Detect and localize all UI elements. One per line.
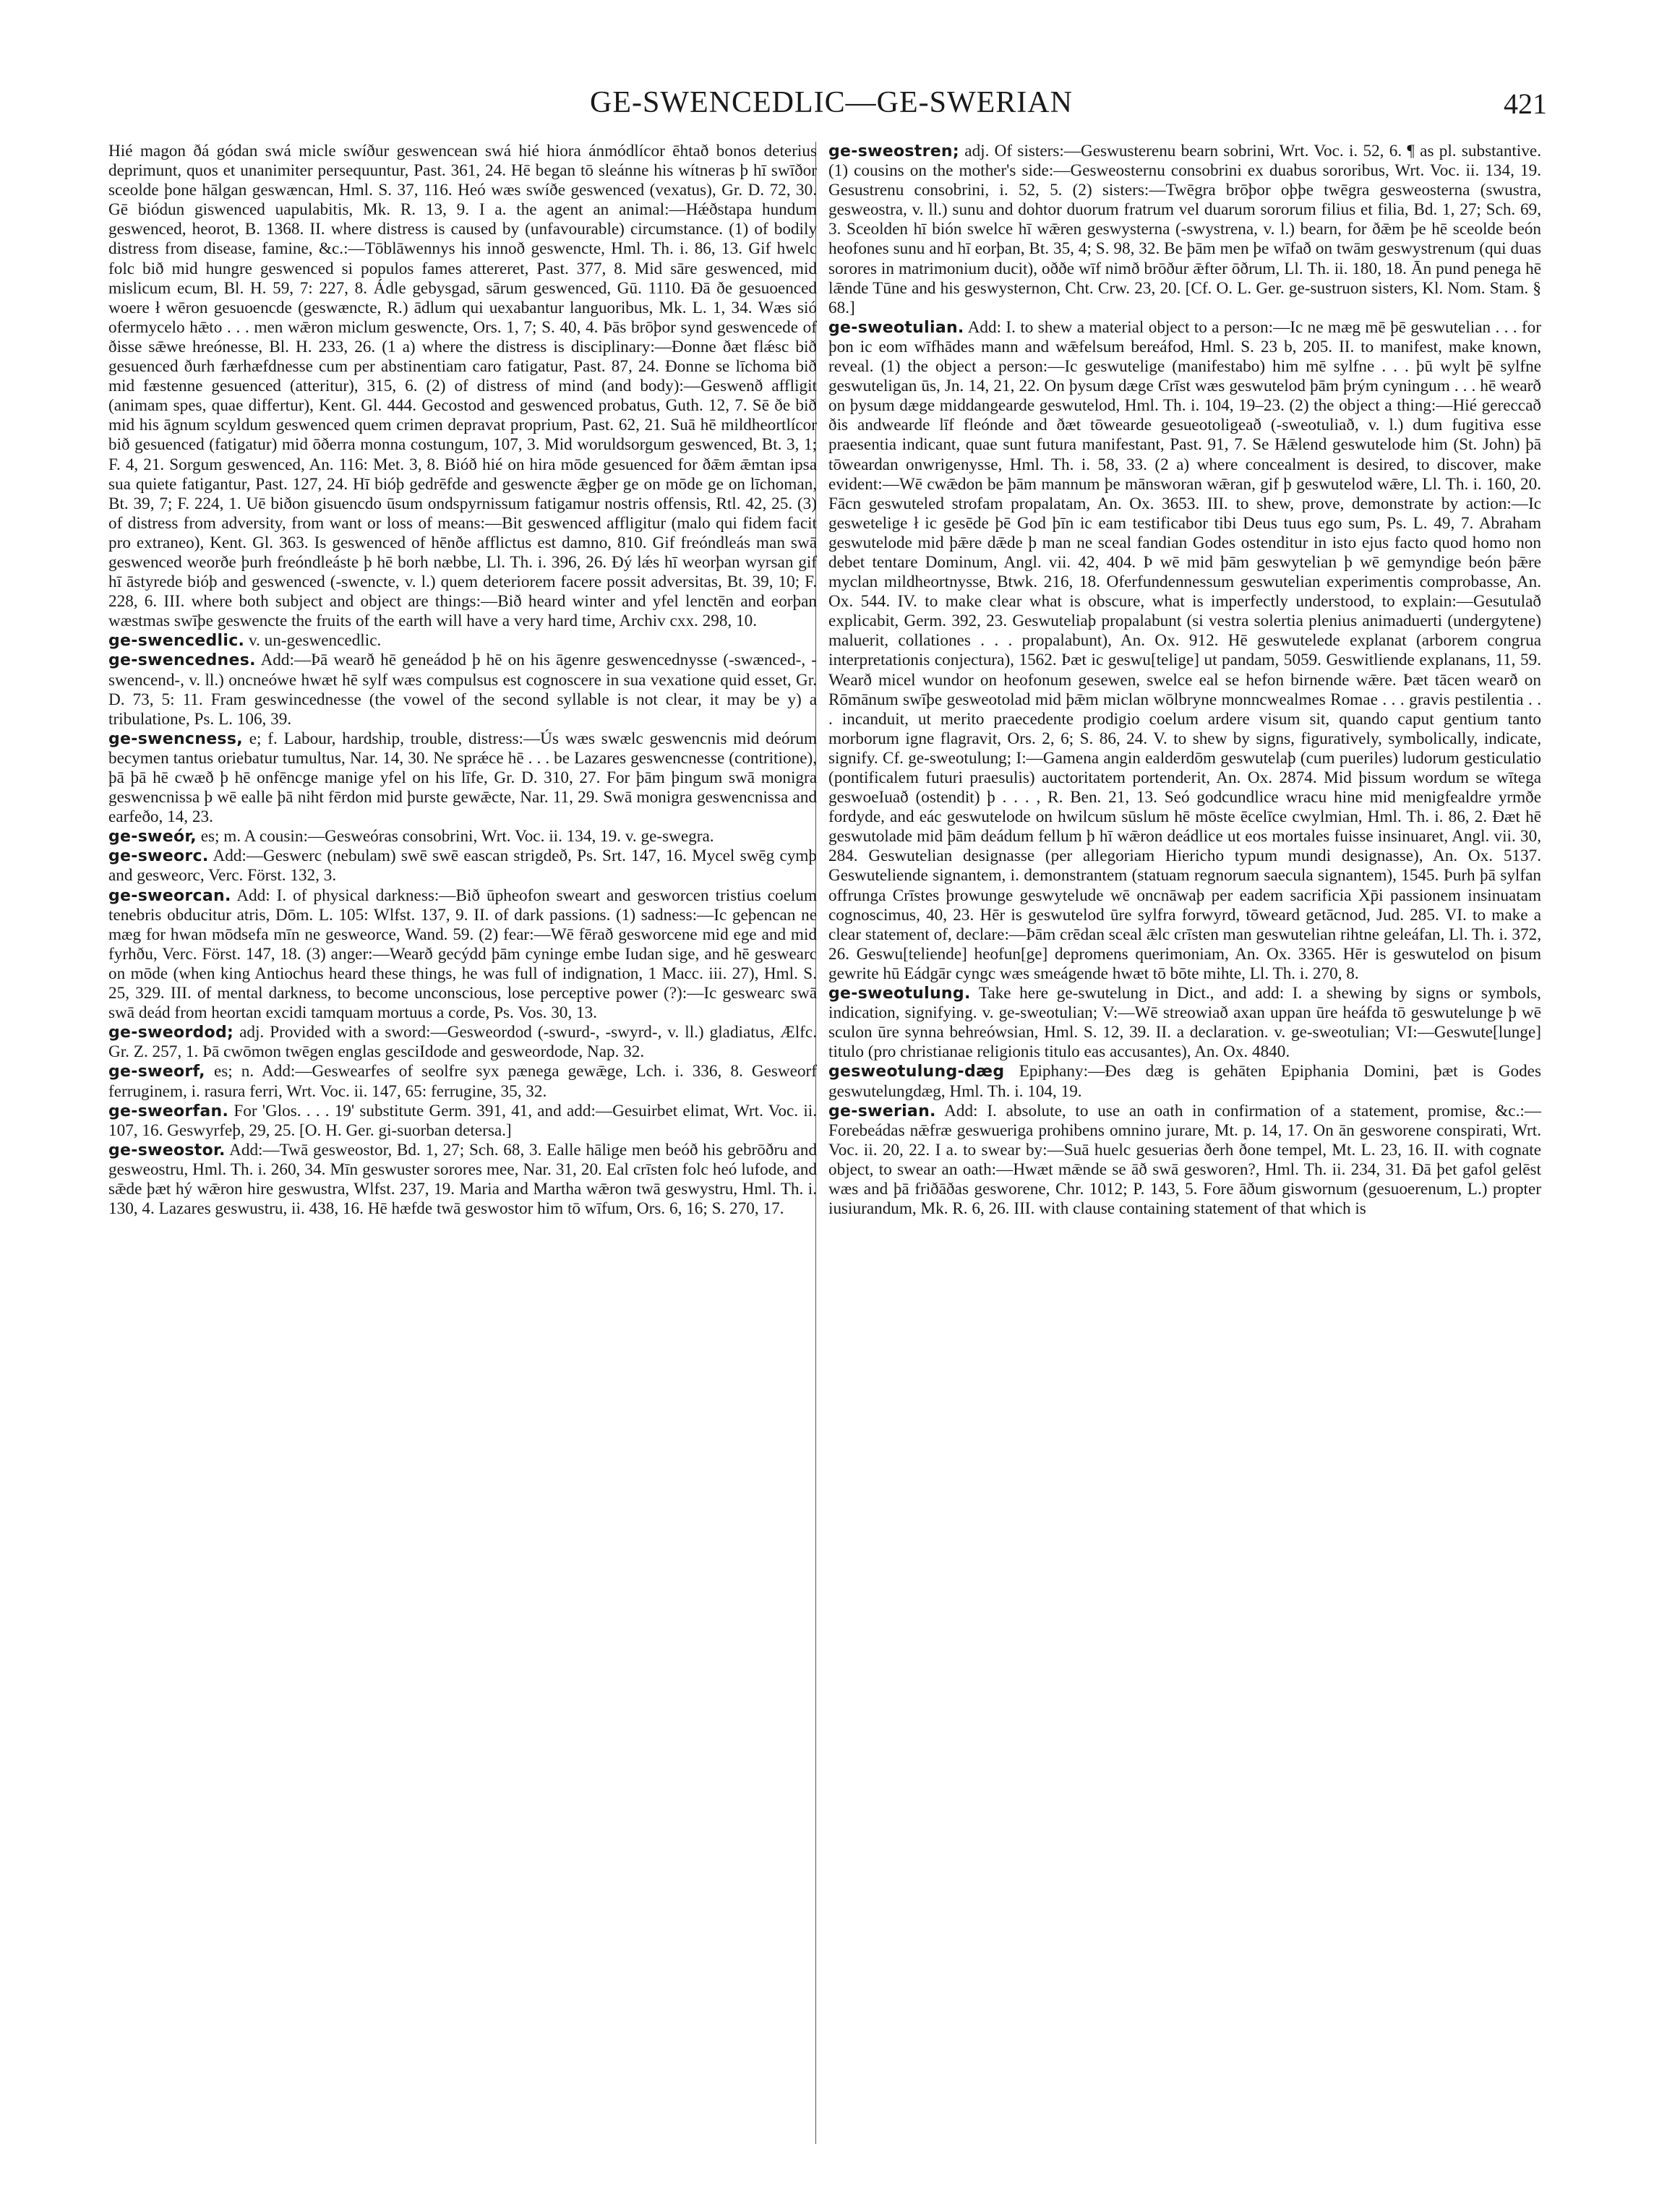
entry-text: Hié magon ðá gódan swá micle swíður geswencean swá hié hiora ánmódlícor ēhtað bonos deterius deprimunt, quos et unanimiter persequuntur, Past. 361, 24. Hē began tō sleánne his wítneras þ hī swīðor sceolde þone hālgan geswæncan, Hml. S. 37, 116. Heó wæs swíðe geswenced (vexatus), Gr. D. 72, 30. Gē biódun giswenced uapulabitis, Mk. R. 13, 9. I a. the agent an animal:—Hǽðstapa hundum geswenced, heorot, B. 1368. II. where distress is caused by (unfavourable) circumstance. (1) of bodily distress from disease, famine, &c.:—Tōblāwennys his innoð geswencte, Hml. Th. i. 86, 13. Gif hwelc folc bið mid hungre geswenced si populos fames attereret, Past. 377, 8. Mid sāre geswenced, mid mislicum ecum, Bl. H. 59, 7: 227, 8. Ádle gebysgad, sārum geswenced, Gū. 1110. Ðā ðe gesuoenced woere ł wēron gesuoencde (geswæncte, R.) ādlum qui uexabantur languoribus, Mk. L. 1, 34. Wæs sió ofermycelo hǣto . . . men wǣron miclum geswencte, Ors. 1, 7; S. 40, 4. Þās brōþor synd geswencede of ðisse sǣwe hreónesse, Bl. H. 233, 26. (1 a) where the distress is disciplinary:—Ðonne ðæt flǽsc bið gesuenced ðurh færhæfdnesse cum per abstinentiam caro fatigatur, Past. 87, 24. Ðonne se līchoma bið mid fæstenne gesuenced (atteritur), 315, 6. (2) of distress of mind (and body):—Geswenð affligit (animam spes, quae differtur), Kent. Gl. 444. Gecostod and geswenced probatus, Guth. 12, 7. Sē ðe bið mid his āgnum scyldum geswenced quem crimen depravat proprium, Past. 62, 21. Suā hē mildheortlícor bið gesuenced (fatigatur) mid ōðerra monna costungum, 107, 3. Mid woruldsorgum geswenced, Bt. 3, 1; F. 4, 21. Sorgum geswenced, An. 116: Met. 3, 8. Bióð hié on hira mōde gesuenced for ðǣm ǣmtan ipsa sua quiete fatigantur, Past. 127, 24. Hī bióþ gedrēfde and geswencte ǣgþer ge on mōde ge on līchoman, Bt. 39, 7; F. 224, 1. Uē biðon gisuencdo ūsum ondspyrnissum fatigamur nostris offensis, Rtl. 42, 25. (3) of distress from adversity, from want or loss of means:—Bit geswenced affligitur (malo qui fidem facit pro extraneo), Kent. Gl. 363. Is geswenced of hēnðe afflictus est damno, 810. Gif freóndleás man swā geswenced weorðe þurh freóndleáste þ hē borh næbbe, Ll. Th. i. 396, 26. Ðý lǽs hī weorþan wyrsan gif hī āstyrede bióþ and geswenced (-swencte, v. l.) quem deteriorem facere possit adversitas, Bt. 39, 10; F. 228, 6. III. where both subject and object are things:—Bið heard winter and yfel lenctēn and eorþan wæstmas swīþe geswencte the fruits of the earth will have a very hard time, Archiv cxx. 298, 10. — [108, 142, 817, 631]
dictionary-entry — [108, 651, 817, 729]
dictionary-entry — [108, 142, 817, 631]
dictionary-entry — [828, 142, 1541, 318]
entry-headword: ge-sweostren; — [828, 142, 959, 160]
entry-text: Add:—Þā wearð hē geneádod þ hē on his āgenre geswencednysse (-swænced-, -swencend-, v. ll.) oncneówe hwæt hē sylf wæs compulsus est cognoscere in sua vexatione quid esset, Gr. D. 73, 5: 11. Fram geswincednesse (the vowel of the second syllable is not clear, it may be y) a tribulatione, Ps. L. 106, 39. — [108, 651, 817, 729]
entry-text: Epiphany:—Ðes dæg is gehāten Epiphania Domini, þæt is Godes geswutelungdæg, Hml. Th. i. 104, 19. — [828, 1062, 1541, 1101]
dictionary-entry — [828, 318, 1541, 984]
entry-headword: ge-swerian. — [828, 1102, 936, 1120]
dictionary-entry — [828, 1102, 1541, 1219]
entry-headword: ge-sweorc. — [108, 847, 209, 866]
entry-headword: ge-sweorf, — [108, 1063, 205, 1081]
entry-text: e; f. Labour, hardship, trouble, distress:—Ús wæs swælc geswencnis mid deórum becymen tantus oriebatur tumultus, Nar. 14, 30. Ne sprǽce hē . . . be Lazares geswencnesse (contritione), þā þā hē cwæð þ hē onfēncge manige yfel on his līfe, Gr. D. 310, 27. For þām þingum swā monigra geswencnissa þ wē ealle þā niht fērdon mid þurste gewǣcte, Nar. 11, 29. Swā monigra geswencnissa and earfeðo, 14, 23. — [108, 729, 818, 827]
dictionary-entry — [108, 886, 817, 1024]
dictionary-entry — [108, 631, 817, 651]
entry-text: adj. Provided with a sword:—Gesweordod (-swurd-, -swyrd-, v. ll.) gladiatus, Ælfc. Gr. Z. 257, 1. Þā cwōmon twēgen englas gesciIdode and gesweordode, Nap. 32. — [108, 1023, 817, 1062]
dictionary-entry — [108, 827, 817, 846]
entry-headword: ge-swencednes. — [108, 651, 256, 670]
entry-headword: ge-sweostor. — [108, 1141, 226, 1159]
page-number: 421 — [1504, 87, 1547, 120]
dictionary-entry — [108, 1062, 817, 1101]
entry-text: For 'Glos. . . . 19' substitute Germ. 391, 41, and add:—Gesuirbet elimat, Wrt. Voc. ii. 107, 16. Geswyrfeþ, 29, 25. [O. H. Ger. gi-suorban detersa.] — [108, 1101, 818, 1140]
right-column — [828, 142, 1541, 1219]
entry-headword: ge-sweotulian. — [828, 318, 964, 337]
entry-headword: ge-swencness, — [108, 729, 243, 748]
entry-headword: ge-sweordod; — [108, 1024, 234, 1042]
entry-text: Add: I. absolute, to use an oath in confirmation of a statement, promise, &c.:—Forebeádas nǣfræ geswueriga prohibens omnino jurare, Mt. p. 14, 17. On ān gesworene conspirati, Wrt. Voc. ii. 20, 22. I a. to swear by:—Suā huelc gesuerias ðerh ðone tempel, Mt. L. 23, 16. II. with cognate object, to swear an oath:—Hwæt mǣnde se āð swā gesworen?, Hml. Th. ii. 234, 31. Ðā þet gafol gelēst wæs and þā friðāðas gesworene, Chr. 1012; P. 143, 5. Fore āðum giswornum (gesuoerenum, L.) propter iusiurandum, Mk. R. 6, 26. III. with clause containing statement of that which is — [828, 1101, 1541, 1219]
entry-headword: gesweotulung-dæg — [828, 1063, 1005, 1081]
entry-text: Add:—Geswerc (nebulam) swē swē eascan strigdeð, Ps. Srt. 147, 16. Mycel swēg cymþ and gesweorc, Verc. Först. 132, 3. — [108, 846, 817, 886]
dictionary-entry — [108, 729, 817, 827]
dictionary-entry — [108, 1102, 817, 1141]
entry-headword: ge-sweorcan. — [108, 886, 231, 905]
dictionary-entry — [108, 846, 817, 886]
entry-headword: ge-sweór, — [108, 828, 197, 846]
page-header — [108, 85, 1554, 129]
entry-text: Add: I. to shew a material object to a person:—Ic ne mæg mē þē geswutelian . . . for þon ic eom wīfhādes mann and wǣfelsum bereáfod, Hml. S. 23 b, 205. II. to manifest, make known, reveal. (1) the object a person:—Ic geswutelige (manifestabo) him mē sylfne . . . þū wylt þē sylfne geswuteligan ūs, Jn. 14, 21, 22. On þysum dæge Crīst wæs geswutelod þām þrým cyningum . . . hē wearð on þysum dæge middangearde geswutelod, Hml. Th. i. 104, 19–23. (2) the object a thing:—Hié gereccað ðis andwearde līf fleónde and ðæt tōwearde gesueotoligeað (-sweotuliað, v. l.) dum fugitiva esse praesentia indicant, quae sunt futura manifestant, Past. 91, 7. Se Hǣlend geswutelode him (St. John) þā tōweardan onwrigenysse, Hml. Th. i. 58, 33. (2 a) where concealment is desired, to discover, make evident:—Wē cwǣdon be þām mannum þe mānsworan wǣran, gif þ geswutelod wǣre, Ll. Th. i. 160, 20. Fācn geswuteled strofam propalatam, An. Ox. 3653. III. to shew, prove, demonstrate by action:—Ic geswetelige ł ic gesēde þē God þīn ic eam testificabor tibi Deus tuus ego sum, Ps. L. 49, 7. Abraham geswutelode mid þǣre dǣde þ man ne sceal fandian Godes ostenditur in isto ejus facto quod homo non debet tentare Dominum, Angl. vii. 42, 404. Þ wē mid þām geswytelian þ wē gemyndige beón þǣre myclan mildheortnysse, Btwk. 216, 18. Oferfundennessum geswutelian experimentis comprobasse, An. Ox. 544. IV. to make clear what is obscure, what is imperfectly understood, to explain:—Gesutulað explicabit, Germ. 392, 23. Geswuteliaþ propalabunt (si vestra solertia plenius animaduerti (undergytene) maluerit, collationes . . . propalabunt), An. Ox. 912. Hē geswutelede explanat (arborem congrua interpretationis conjectura), 1562. Þæt ic geswu[telige] ut pandam, 5059. Geswitliende explanans, 11, 59. Wearð micel wundor on heofonum gesewen, swelce eal se hefon birnende wǣre. Þæt tācen wearð on Rōmānum swīþe gesweotolad mid þǣm miclan wōlbryne monncwealmes Romae . . . gravis pestilentia . . . incanduit, ut merito praecedente prodigio coelum ardere visum sit, quando caput gentium tanto morborum igne flagravit, Ors. 2, 6; S. 86, 24. V. to shew by signs, figuratively, symbolically, indicate, signify. Cf. ge-sweotulung; I:—Gamena angin ealderdōm geswutelaþ (cum pueriles) ludorum gesticulatio (pontificalem futuri praesulis) auctoritatem portenderit, An. Ox. 2874. Mid þissum wordum se wītega geswoeIuað (ostendit) þ . . . , R. Ben. 21, 13. Seó godcundlice wracu hine mid menigfealdre yrmðe fordyde, and eác geswutelode on hwilcum sūslum hē mōste ēcelīce cwylmian, Hml. Th. i. 86, 2. Ðæt hē geswutolade mid þām deádum fellum þ hī wǣron deádlice ut eos mortales fuisse insinuaret, Angl. vii. 30, 284. Geswutelian designasse (per allegoriam Hiericho typum mundi designasse), An. Ox. 5137. Geswuteliende signantem, i. demonstrantem (statuam regnorum saecula signantem), 1545. Þurh þā sylfan offrunga Crīstes þrowunge geswytelude wē oncnāwaþ per eadem sacrificia Xp̄i passionem insinuatam cognoscimus, 40, 23. Hēr is geswutelod ūre sylfra forwyrd, tōweard getācnod, Jud. 285. VI. to make a clear statement of, declare:—Þām crēdan sceal ǣlc crīsten man geswutelian rihtne geleáfan, Ll. Th. i. 372, 26. Geswu[teliende] heofun[ge] depromens querimoniam, An. Ox. 3365. Hēr is geswutelod on þisum gewrite hū Eádgār cyngc wæs smeágende hwæt tō bōte mihte, Ll. Th. i. 270, 8. — [828, 317, 1541, 983]
entry-headword: ge-sweotulung. — [828, 985, 971, 1003]
entry-text: es; m. A cousin:—Gesweóras consobrini, Wrt. Voc. ii. 134, 19. v. ge-swegra. — [200, 827, 714, 846]
entry-text: adj. Of sisters:—Geswusterenu bearn sobrini, Wrt. Voc. i. 52, 6. ¶ as pl. substantive. (1) cousins on the mother's side:—Gesweosternu consobrini ex duabus sororibus, Wrt. Voc. ii. 134, 19. Gesustrenu consobrini, i. 52, 5. (2) sisters:—Twēgra brōþor oþþe twēgra gesweosterna (swustra, gesweostra, v. ll.) sunu and dohtor duorum fratrum vel duarum sororum filius et filia, Bd. 1, 27; Sch. 69, 3. Sceolden hī bión swelce hī wǣren geswysterna (-swystrena, v. l.) bearn, for ðǣm þe hē sceolde beón heofones sunu and hī eorþan, Bt. 35, 4; S. 98, 32. Be þām men þe wīfað on twām geswystrenum (qui duas sorores in matrimonium ducit), oððe wīf nimð brōður ǣfter ōðrum, Ll. Th. ii. 180, 18. Ān pund penega hē lǣnde Tūne and his geswysternon, Cht. Crw. 23, 20. [Cf. O. L. Ger. ge-sustruon sisters, Kl. Nom. Stam. § 68.] — [828, 142, 1541, 317]
entry-text: v. un-geswencedlic. — [249, 631, 382, 651]
dictionary-entry — [108, 1023, 817, 1062]
dictionary-entry — [828, 984, 1541, 1062]
entry-text: Add:—Twā gesweostor, Bd. 1, 27; Sch. 68, 3. Ealle hālige men beóð his gebrōðru and gesweostru, Hml. Th. i. 260, 34. Mīn geswuster sorores mee, Nar. 31, 20. Eal crīsten folc heó lufode, and sǣde þæt hý wǣron hire geswustra, Wlfst. 237, 19. Maria and Martha wǣron twā geswystru, Hml. Th. i. 130, 4. Lazares geswustru, ii. 438, 16. Hē hæfde twā geswostor him tō wīfum, Ors. 6, 16; S. 270, 17. — [108, 1140, 817, 1219]
running-head: GE-SWENCEDLIC—GE-SWERIAN — [590, 86, 1073, 119]
dictionary-entry — [108, 1141, 817, 1219]
left-column — [108, 142, 817, 1219]
entry-text: Add: I. of physical darkness:—Bið ūpheofon sweart and gesworcen tristius coelum tenebris obducitur atris, Dōm. L. 105: Wlfst. 137, 9. II. of dark passions. (1) sadness:—Ic geþencan ne mæg for hwan mōdsefa mīn ne gesweorce, Wand. 59. (2) fear:—Wē fērað gesworcene mid ege and mid fyrhðu, Verc. Först. 147, 18. (3) anger:—Wearð gecýdd þām cyninge embe Iudan sige, and hē geswearc on mōde (when king Antiochus heard these things, he was full of indignation, 1 Macc. iii. 27), Hml. S. 25, 329. III. of mental darkness, to become unconscious, lose perceptive power (?):—Ic geswearc swā swā deád from heortan excidi tamquam mortuus a corde, Ps. Vos. 30, 13. — [108, 886, 817, 1023]
entry-headword: ge-sweorfan. — [108, 1102, 229, 1120]
dictionary-entry — [828, 1062, 1541, 1101]
entry-text: Take here ge-swutelung in Dict., and add: I. a shewing by signs or symbols, indication, signifying. v. ge-sweotulian; V:—Wē streowiað axan uppan ūre heáfda tō geswutelunge þ wē sculon ūre synna behreówsian, Hml. S. 12, 39. II. a declaration. v. ge-sweotulian; VI:—Geswute[lunge] titulo (pro christianae religionis titulo eas accusantes), An. Ox. 4840. — [828, 984, 1541, 1062]
entry-text: es; n. Add:—Geswearfes of seolfre syx pænega gewǣge, Lch. i. 336, 8. Gesweorf ferruginem, i. rasura ferri, Wrt. Voc. ii. 147, 65: ferrugine, 35, 32. — [108, 1062, 817, 1101]
entry-headword: ge-swencedlic. — [108, 632, 245, 651]
